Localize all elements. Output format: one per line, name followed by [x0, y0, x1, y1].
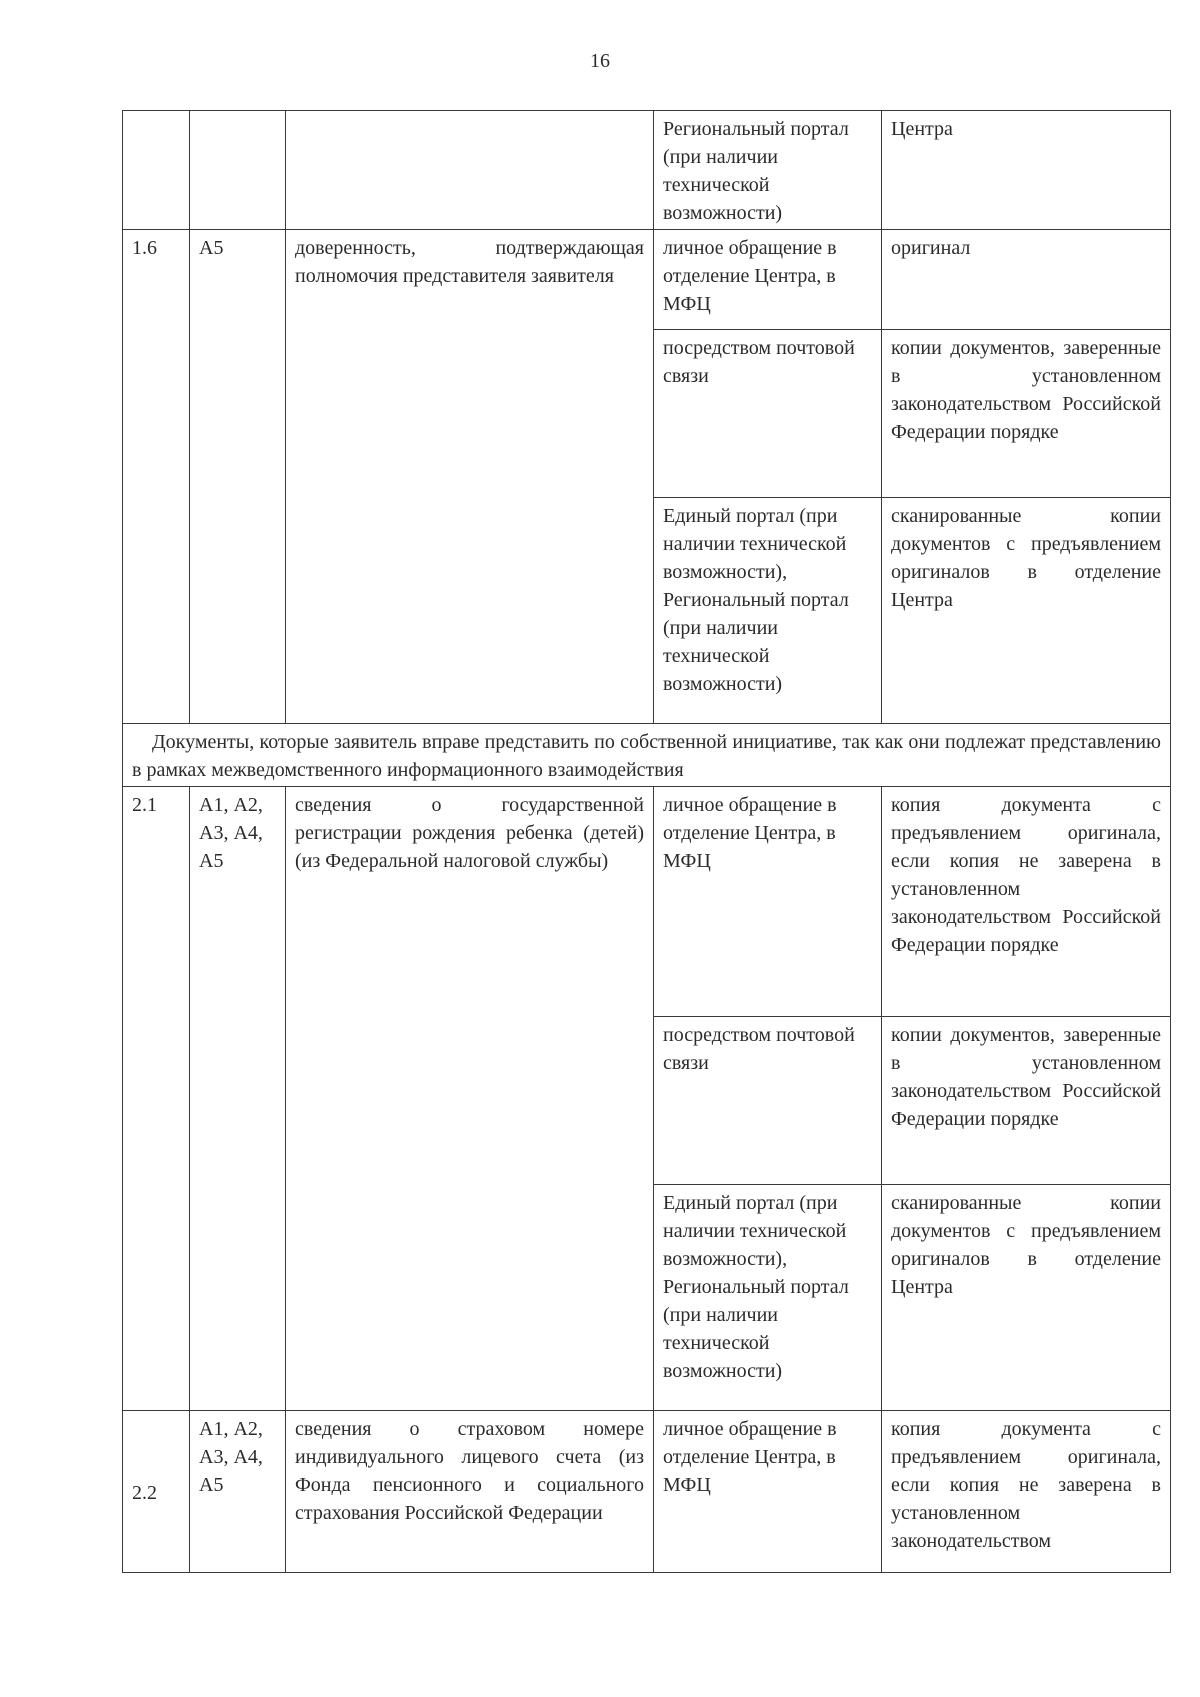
row-number: 1.6: [123, 230, 190, 724]
applicant-code: А1, А2, А3, А4, А5: [190, 787, 286, 1411]
document-name: доверенность, подтверждающая полномочия представителя заявителя: [286, 230, 654, 724]
submission-method: Единый портал (при наличии технической возможности), Региональный портал (при наличии технической возможности): [654, 498, 882, 724]
table-row: [123, 230, 1171, 330]
submission-method: посредством почтовой связи: [654, 1017, 882, 1185]
applicant-code: А1, А2, А3, А4, А5: [190, 1411, 286, 1573]
document-form: копия документа с предъявлением оригинала, если копия не заверена в установленном законодательством Российской Федерации порядке: [882, 787, 1171, 1017]
section-heading: Документы, которые заявитель вправе представить по собственной инициативе, так как они подлежат представлению в рамках межведомственного информационного взаимодействия: [123, 724, 1171, 787]
document-form: Центра: [882, 111, 1171, 230]
document-name: [286, 111, 654, 230]
document-form: сканированные копии документов с предъявлением оригиналов в отделение Центра: [882, 498, 1171, 724]
document-name: сведения о государственной регистрации рождения ребенка (детей) (из Федеральной налоговой службы): [286, 787, 654, 1411]
document-form: сканированные копии документов с предъявлением оригиналов в отделение Центра: [882, 1185, 1171, 1411]
document-form: копии документов, заверенные в установленном законодательством Российской Федерации порядке: [882, 1017, 1171, 1185]
section-heading-row: [123, 724, 1171, 787]
applicant-code: А5: [190, 230, 286, 724]
document-form: копия документа с предъявлением оригинала, если копия не заверена в установленном законодательством: [882, 1411, 1171, 1573]
table-row: [123, 1411, 1171, 1573]
submission-method: посредством почтовой связи: [654, 330, 882, 498]
submission-method: личное обращение в отделение Центра, в МФЦ: [654, 1411, 882, 1573]
table-row: [123, 787, 1171, 1017]
table-row: [123, 111, 1171, 230]
page-number: 16: [590, 50, 610, 72]
applicant-code: [190, 111, 286, 230]
submission-method: Региональный портал (при наличии технической возможности): [654, 111, 882, 230]
document-form: копии документов, заверенные в установленном законодательством Российской Федерации порядке: [882, 330, 1171, 498]
row-number: 2.1: [123, 787, 190, 1411]
row-number: 2.2: [123, 1411, 190, 1573]
document-form: оригинал: [882, 230, 1171, 330]
submission-method: личное обращение в отделение Центра, в МФЦ: [654, 230, 882, 330]
documents-table: [122, 110, 1171, 1573]
submission-method: личное обращение в отделение Центра, в МФЦ: [654, 787, 882, 1017]
row-number: [123, 111, 190, 230]
submission-method: Единый портал (при наличии технической возможности), Региональный портал (при наличии технической возможности): [654, 1185, 882, 1411]
document-name: сведения о страховом номере индивидуального лицевого счета (из Фонда пенсионного и социального страхования Российской Федерации: [286, 1411, 654, 1573]
